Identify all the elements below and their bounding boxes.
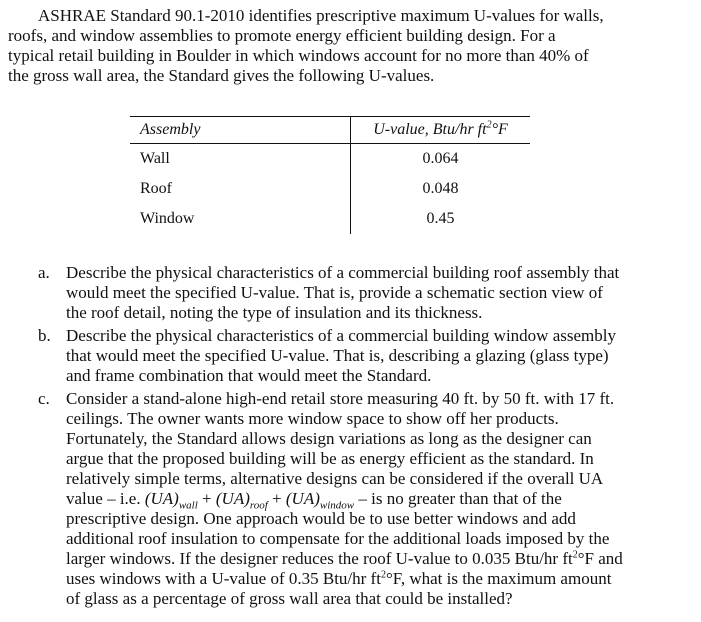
part-c-line: relatively simple terms, alternative designs can be considered if the overall UA bbox=[66, 469, 604, 488]
header-u-value: U-value, Btu/hr $ft^2^\circ F$ bbox=[351, 117, 531, 144]
intro-line-4: the gross wall area, the Standard gives the following U-values. bbox=[8, 66, 435, 85]
problem-6 bbox=[8, 6, 698, 86]
part-a bbox=[38, 263, 698, 323]
part-c-ua-line: value – i.e. $(UA)_{wall} + (UA)_{roof} + (UA)_{window}$ – is no greater than that of the bbox=[66, 489, 562, 512]
part-c-roof-line: larger windows. If the designer reduces the roof U-value to 0.035 Btu/hr $ft^2^\circ F$ and bbox=[66, 549, 623, 568]
u-value-cell: 0.048 bbox=[422, 180, 459, 197]
part-c-line: Consider a stand-alone high-end retail store measuring 40 ft. by 50 ft. with 17 ft. bbox=[66, 389, 615, 408]
part-c bbox=[38, 389, 698, 609]
part-b-letter: b. bbox=[38, 326, 51, 345]
part-a-line: would meet the specified U-value. That is, provide a schematic section view of bbox=[66, 283, 603, 302]
part-c-line: prescriptive design. One approach would be to use better windows and add bbox=[66, 509, 576, 528]
u-value-table bbox=[130, 116, 530, 234]
assembly-cell: Window bbox=[130, 204, 351, 234]
part-b-line: Describe the physical characteristics of a commercial building window assembly bbox=[66, 326, 616, 345]
part-c-window-line: uses windows with a U-value of 0.35 Btu/hr $ft^2^\circ F$, what is the maximum amount bbox=[66, 569, 612, 588]
part-a-line: Describe the physical characteristics of a commercial building roof assembly that bbox=[66, 263, 620, 282]
u-value-table-grid bbox=[130, 116, 530, 234]
problem-intro bbox=[8, 6, 698, 86]
assembly-cell: Roof bbox=[130, 174, 351, 204]
intro-line-3: typical retail building in Boulder in which windows account for no more than 40% of bbox=[8, 46, 589, 65]
part-c-line: of glass as a percentage of gross wall area that could be installed? bbox=[66, 589, 513, 608]
table-row bbox=[130, 174, 530, 204]
part-b-line: that would meet the specified U-value. That is, describing a glazing (glass type) bbox=[66, 346, 609, 365]
problem-parts bbox=[38, 263, 698, 612]
problem-number bbox=[8, 6, 38, 26]
part-c-line: ceilings. The owner wants more window space to show off her products. bbox=[66, 409, 559, 428]
table-row bbox=[130, 204, 530, 234]
intro-line-2: roofs, and window assemblies to promote energy efficient building design. For a bbox=[8, 26, 556, 45]
u-value-cell: 0.064 bbox=[422, 150, 459, 167]
u-value-cell: 0.45 bbox=[426, 210, 455, 227]
part-b bbox=[38, 326, 698, 386]
assembly-cell: Wall bbox=[130, 144, 351, 175]
part-a-letter: a. bbox=[38, 263, 50, 282]
header-assembly: Assembly bbox=[130, 117, 351, 144]
part-c-line: argue that the proposed building will be as energy efficient as the standard. In bbox=[66, 449, 594, 468]
part-c-line: additional roof insulation to compensate for the additional loads imposed by the bbox=[66, 529, 610, 548]
part-c-line: Fortunately, the Standard allows design variations as long as the designer can bbox=[66, 429, 592, 448]
part-b-line: and frame combination that would meet the Standard. bbox=[66, 366, 432, 385]
part-c-letter: c. bbox=[38, 389, 50, 408]
table-header-row bbox=[130, 117, 530, 144]
part-a-line: the roof detail, noting the type of insulation and its thickness. bbox=[66, 303, 483, 322]
table-row bbox=[130, 144, 530, 175]
intro-line-1: ASHRAE Standard 90.1-2010 identifies prescriptive maximum U-values for walls, bbox=[8, 6, 698, 26]
